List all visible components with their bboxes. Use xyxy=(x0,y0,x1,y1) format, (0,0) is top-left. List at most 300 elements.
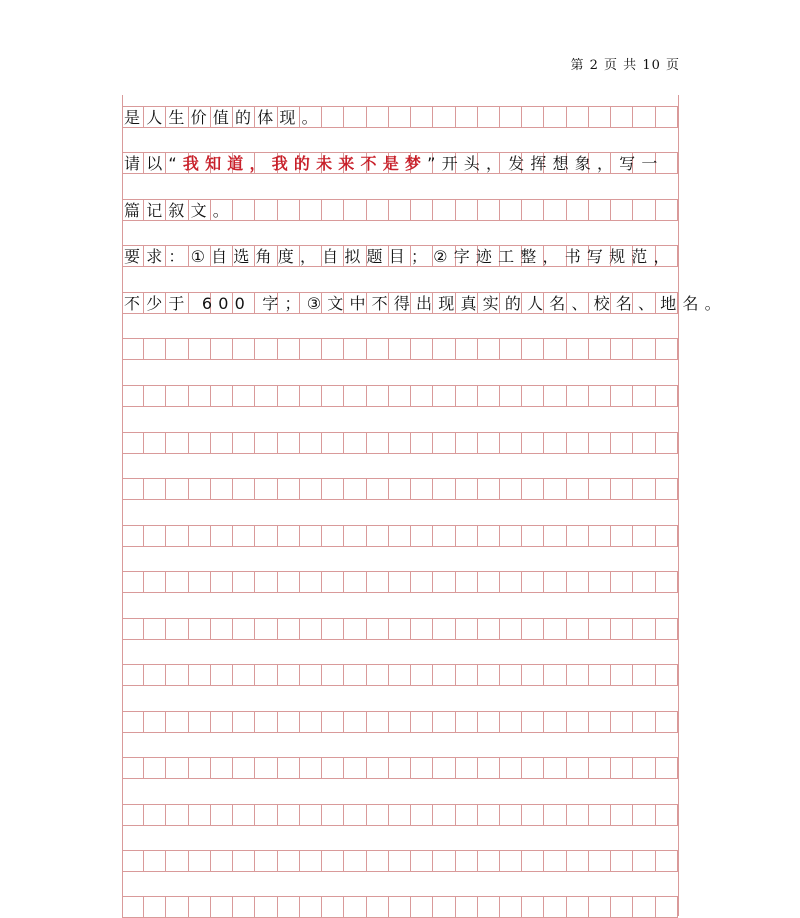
grid-cell xyxy=(122,339,144,359)
grid-cell xyxy=(589,758,611,778)
grid-cell xyxy=(322,665,344,685)
grid-cell xyxy=(189,386,211,406)
grid-cell xyxy=(389,433,411,453)
grid-cell xyxy=(411,526,433,546)
grid-cell xyxy=(122,479,144,499)
grid-cell xyxy=(211,851,233,871)
grid-cell xyxy=(411,433,433,453)
grid-cell xyxy=(433,479,455,499)
grid-cell xyxy=(522,339,544,359)
grid-cell xyxy=(211,712,233,732)
grid-cell xyxy=(211,526,233,546)
grid-cell xyxy=(656,200,678,220)
grid-cell xyxy=(500,572,522,592)
grid-cell xyxy=(611,805,633,825)
grid-cell xyxy=(367,386,389,406)
grid-cell xyxy=(278,386,300,406)
grid-cell xyxy=(656,386,678,406)
page-header: 第 2 页 共 10 页 xyxy=(570,58,680,73)
grid-cell xyxy=(522,805,544,825)
grid-cell xyxy=(255,339,277,359)
grid-cell xyxy=(522,758,544,778)
grid-cell xyxy=(500,619,522,639)
grid-cell xyxy=(300,572,322,592)
grid-cell xyxy=(233,897,255,917)
grid-cell xyxy=(344,386,366,406)
grid-cell xyxy=(189,339,211,359)
grid-cell xyxy=(255,805,277,825)
grid-cell xyxy=(411,851,433,871)
grid-cell xyxy=(633,851,655,871)
grid-cell xyxy=(344,479,366,499)
grid-row xyxy=(122,850,678,872)
grid-cell xyxy=(433,526,455,546)
grid-cell xyxy=(166,526,188,546)
grid-cell xyxy=(278,665,300,685)
grid-cell xyxy=(589,805,611,825)
grid-cell xyxy=(367,433,389,453)
grid-cell xyxy=(611,897,633,917)
grid-cell xyxy=(633,758,655,778)
grid-cell xyxy=(433,805,455,825)
grid-cell xyxy=(500,897,522,917)
grid-cell xyxy=(278,339,300,359)
grid-row xyxy=(122,525,678,547)
grid-cell xyxy=(233,712,255,732)
grid-cell xyxy=(255,526,277,546)
grid-cell xyxy=(478,758,500,778)
grid-row xyxy=(122,896,678,918)
grid-cell xyxy=(544,758,566,778)
grid-cell xyxy=(544,107,566,127)
grid-cell xyxy=(300,386,322,406)
grid-cell xyxy=(211,479,233,499)
grid-cell xyxy=(300,758,322,778)
grid-cell xyxy=(456,200,478,220)
grid-cell xyxy=(300,479,322,499)
grid-cell xyxy=(144,712,166,732)
grid-cell xyxy=(478,386,500,406)
grid-cell xyxy=(633,526,655,546)
grid-cell xyxy=(166,572,188,592)
grid-cell xyxy=(344,107,366,127)
grid-cell xyxy=(589,339,611,359)
grid-cell xyxy=(189,897,211,917)
grid-cell xyxy=(300,433,322,453)
grid-cell xyxy=(411,712,433,732)
grid-cell xyxy=(589,433,611,453)
grid-cell xyxy=(611,758,633,778)
grid-cell xyxy=(144,572,166,592)
grid-row xyxy=(122,571,678,593)
grid-cell xyxy=(589,712,611,732)
grid-cell xyxy=(122,433,144,453)
grid-cell xyxy=(456,479,478,499)
grid-cell xyxy=(567,433,589,453)
grid-cell xyxy=(567,851,589,871)
grid-cell xyxy=(211,897,233,917)
grid-cell xyxy=(433,200,455,220)
grid-cell xyxy=(300,339,322,359)
grid-cell xyxy=(122,805,144,825)
grid-cell xyxy=(389,851,411,871)
grid-cell xyxy=(656,339,678,359)
grid-cell xyxy=(278,479,300,499)
grid-cell xyxy=(656,712,678,732)
grid-cell xyxy=(322,386,344,406)
grid-cell xyxy=(433,107,455,127)
grid-cell xyxy=(456,386,478,406)
grid-cell xyxy=(300,712,322,732)
prompt-text: ”开头，发挥想象，写一 xyxy=(427,154,664,173)
grid-cell xyxy=(544,851,566,871)
grid-cell xyxy=(255,479,277,499)
grid-cell xyxy=(611,386,633,406)
grid-cell xyxy=(122,526,144,546)
grid-right-border xyxy=(678,95,679,916)
grid-cell xyxy=(611,712,633,732)
grid-cell xyxy=(166,712,188,732)
grid-cell xyxy=(233,386,255,406)
grid-cell xyxy=(633,339,655,359)
grid-cell xyxy=(544,665,566,685)
grid-cell xyxy=(522,619,544,639)
grid-cell xyxy=(544,386,566,406)
grid-cell xyxy=(656,526,678,546)
grid-cell xyxy=(367,200,389,220)
grid-cell xyxy=(189,758,211,778)
grid-cell xyxy=(567,339,589,359)
grid-cell xyxy=(633,897,655,917)
grid-row xyxy=(122,385,678,407)
grid-cell xyxy=(233,200,255,220)
grid-cell xyxy=(411,339,433,359)
grid-cell xyxy=(322,200,344,220)
grid-cell xyxy=(166,479,188,499)
grid-cell xyxy=(478,619,500,639)
grid-cell xyxy=(166,897,188,917)
grid-cell xyxy=(322,758,344,778)
grid-cell xyxy=(344,433,366,453)
grid-cell xyxy=(433,712,455,732)
grid-cell xyxy=(144,619,166,639)
grid-cell xyxy=(322,805,344,825)
grid-cell xyxy=(189,619,211,639)
grid-row xyxy=(122,804,678,826)
grid-cell xyxy=(322,619,344,639)
grid-cell xyxy=(322,479,344,499)
grid-cell xyxy=(456,339,478,359)
grid-cell xyxy=(122,665,144,685)
grid-cell xyxy=(567,479,589,499)
grid-cell xyxy=(166,619,188,639)
grid-cell xyxy=(322,339,344,359)
grid-cell xyxy=(478,433,500,453)
grid-cell xyxy=(255,665,277,685)
grid-cell xyxy=(122,619,144,639)
grid-cell xyxy=(522,433,544,453)
grid-cell xyxy=(367,572,389,592)
grid-cell xyxy=(367,851,389,871)
highlighted-topic: 我知道，我的未来不是梦 xyxy=(182,154,428,173)
grid-cell xyxy=(478,572,500,592)
grid-cell xyxy=(166,433,188,453)
grid-cell xyxy=(522,712,544,732)
grid-cell xyxy=(211,758,233,778)
grid-cell xyxy=(478,526,500,546)
grid-cell xyxy=(300,897,322,917)
grid-cell xyxy=(433,339,455,359)
grid-cell xyxy=(633,619,655,639)
grid-cell xyxy=(656,572,678,592)
grid-cell xyxy=(633,479,655,499)
grid-cell xyxy=(633,572,655,592)
grid-cell xyxy=(122,572,144,592)
grid-cell xyxy=(500,433,522,453)
grid-cell xyxy=(144,758,166,778)
requirement-text: 不少于 600 字；③文中不得出现真实的人名、校名、地名。 xyxy=(124,294,727,313)
grid-cell xyxy=(122,851,144,871)
grid-cell xyxy=(500,851,522,871)
grid-cell xyxy=(589,619,611,639)
grid-cell xyxy=(144,665,166,685)
grid-cell xyxy=(233,805,255,825)
grid-cell xyxy=(478,665,500,685)
grid-cell xyxy=(278,619,300,639)
grid-cell xyxy=(389,107,411,127)
grid-cell xyxy=(411,479,433,499)
grid-cell xyxy=(255,619,277,639)
grid-cell xyxy=(144,479,166,499)
grid-cell xyxy=(500,805,522,825)
grid-cell xyxy=(122,712,144,732)
grid-cell xyxy=(589,107,611,127)
grid-cell xyxy=(344,526,366,546)
grid-cell xyxy=(589,200,611,220)
grid-cell xyxy=(367,619,389,639)
grid-cell xyxy=(567,572,589,592)
grid-cell xyxy=(189,433,211,453)
grid-cell xyxy=(611,851,633,871)
grid-cell xyxy=(367,665,389,685)
grid-cell xyxy=(389,386,411,406)
grid-cell xyxy=(456,619,478,639)
grid-cell xyxy=(322,897,344,917)
grid-cell xyxy=(344,712,366,732)
grid-cell xyxy=(567,712,589,732)
grid-cell xyxy=(522,572,544,592)
grid-cell xyxy=(233,851,255,871)
grid-row xyxy=(122,757,678,779)
grid-cell xyxy=(433,665,455,685)
requirement-text: 要求：①自选角度，自拟题目；②字迹工整，书写规范， xyxy=(124,247,676,266)
grid-row xyxy=(122,618,678,640)
grid-cell xyxy=(344,851,366,871)
grid-cell xyxy=(500,386,522,406)
grid-cell xyxy=(255,712,277,732)
grid-cell xyxy=(211,572,233,592)
grid-cell xyxy=(300,851,322,871)
grid-cell xyxy=(522,665,544,685)
grid-cell xyxy=(278,712,300,732)
grid-cell xyxy=(233,665,255,685)
grid-cell xyxy=(456,572,478,592)
grid-cell xyxy=(300,665,322,685)
grid-cell xyxy=(144,526,166,546)
grid-cell xyxy=(456,107,478,127)
grid-cell xyxy=(211,339,233,359)
grid-cell xyxy=(344,897,366,917)
grid-cell xyxy=(500,200,522,220)
grid-cell xyxy=(189,665,211,685)
grid-cell xyxy=(478,107,500,127)
grid-cell xyxy=(656,805,678,825)
grid-cell xyxy=(367,107,389,127)
grid-cell xyxy=(233,479,255,499)
grid-cell xyxy=(278,851,300,871)
grid-cell xyxy=(611,526,633,546)
grid-cell xyxy=(189,572,211,592)
grid-cell xyxy=(411,805,433,825)
grid-cell xyxy=(233,619,255,639)
grid-cell xyxy=(278,572,300,592)
grid-cell xyxy=(500,758,522,778)
grid-cell xyxy=(456,712,478,732)
grid-cell xyxy=(456,851,478,871)
grid-cell xyxy=(389,479,411,499)
grid-cell xyxy=(478,712,500,732)
grid-cell xyxy=(500,479,522,499)
grid-cell xyxy=(589,851,611,871)
grid-cell xyxy=(656,897,678,917)
grid-cell xyxy=(500,107,522,127)
grid-cell xyxy=(411,897,433,917)
grid-cell xyxy=(166,758,188,778)
grid-cell xyxy=(633,665,655,685)
grid-cell xyxy=(611,433,633,453)
grid-cell xyxy=(567,200,589,220)
grid-cell xyxy=(500,712,522,732)
grid-cell xyxy=(544,712,566,732)
grid-cell xyxy=(166,805,188,825)
grid-cell xyxy=(522,479,544,499)
grid-cell xyxy=(433,758,455,778)
grid-row xyxy=(122,664,678,686)
grid-cell xyxy=(322,851,344,871)
grid-cell xyxy=(389,572,411,592)
grid-cell xyxy=(211,386,233,406)
grid-cell xyxy=(300,526,322,546)
grid-cell xyxy=(478,805,500,825)
grid-cell xyxy=(411,572,433,592)
grid-cell xyxy=(367,339,389,359)
grid-cell xyxy=(255,200,277,220)
grid-cell xyxy=(189,526,211,546)
grid-cell xyxy=(633,107,655,127)
grid-cell xyxy=(567,107,589,127)
grid-cell xyxy=(456,897,478,917)
grid-cell xyxy=(144,339,166,359)
grid-cell xyxy=(233,339,255,359)
grid-cell xyxy=(344,339,366,359)
grid-cell xyxy=(656,758,678,778)
grid-cell xyxy=(567,619,589,639)
grid-cell xyxy=(500,526,522,546)
grid-cell xyxy=(433,619,455,639)
grid-row xyxy=(122,711,678,733)
grid-cell xyxy=(611,619,633,639)
grid-cell xyxy=(433,851,455,871)
grid-cell xyxy=(367,479,389,499)
grid-cell xyxy=(656,851,678,871)
grid-cell xyxy=(322,433,344,453)
grid-cell xyxy=(522,897,544,917)
grid-cell xyxy=(522,107,544,127)
grid-cell xyxy=(411,619,433,639)
grid-cell xyxy=(500,665,522,685)
grid-cell xyxy=(144,386,166,406)
grid-cell xyxy=(389,200,411,220)
grid-cell xyxy=(255,897,277,917)
grid-cell xyxy=(478,200,500,220)
grid-cell xyxy=(433,572,455,592)
grid-cell xyxy=(656,619,678,639)
grid-cell xyxy=(567,526,589,546)
grid-cell xyxy=(233,526,255,546)
grid-cell xyxy=(544,200,566,220)
grid-row xyxy=(122,338,678,360)
grid-cell xyxy=(344,200,366,220)
grid-cell xyxy=(233,572,255,592)
grid-cell xyxy=(478,479,500,499)
grid-cell xyxy=(633,805,655,825)
grid-cell xyxy=(544,897,566,917)
prompt-line-2 xyxy=(124,153,664,175)
grid-cell xyxy=(433,897,455,917)
grid-cell xyxy=(478,897,500,917)
grid-cell xyxy=(189,851,211,871)
grid-cell xyxy=(544,339,566,359)
grid-cell xyxy=(278,897,300,917)
grid-cell xyxy=(166,665,188,685)
grid-cell xyxy=(144,851,166,871)
grid-cell xyxy=(656,665,678,685)
grid-cell xyxy=(189,479,211,499)
grid-cell xyxy=(367,758,389,778)
grid-cell xyxy=(189,805,211,825)
grid-cell xyxy=(255,386,277,406)
grid-cell xyxy=(233,433,255,453)
grid-cell xyxy=(589,479,611,499)
prompt-line-3 xyxy=(124,200,235,222)
grid-cell xyxy=(522,200,544,220)
grid-cell xyxy=(544,479,566,499)
grid-cell xyxy=(233,758,255,778)
grid-cell xyxy=(300,200,322,220)
grid-cell xyxy=(567,805,589,825)
grid-cell xyxy=(300,619,322,639)
grid-cell xyxy=(456,526,478,546)
grid-cell xyxy=(522,526,544,546)
grid-cell xyxy=(522,851,544,871)
grid-cell xyxy=(433,386,455,406)
grid-cell xyxy=(411,386,433,406)
grid-cell xyxy=(389,897,411,917)
grid-cell xyxy=(411,758,433,778)
prompt-text: 篇记叙文。 xyxy=(124,201,236,220)
grid-cell xyxy=(478,339,500,359)
grid-cell xyxy=(322,526,344,546)
